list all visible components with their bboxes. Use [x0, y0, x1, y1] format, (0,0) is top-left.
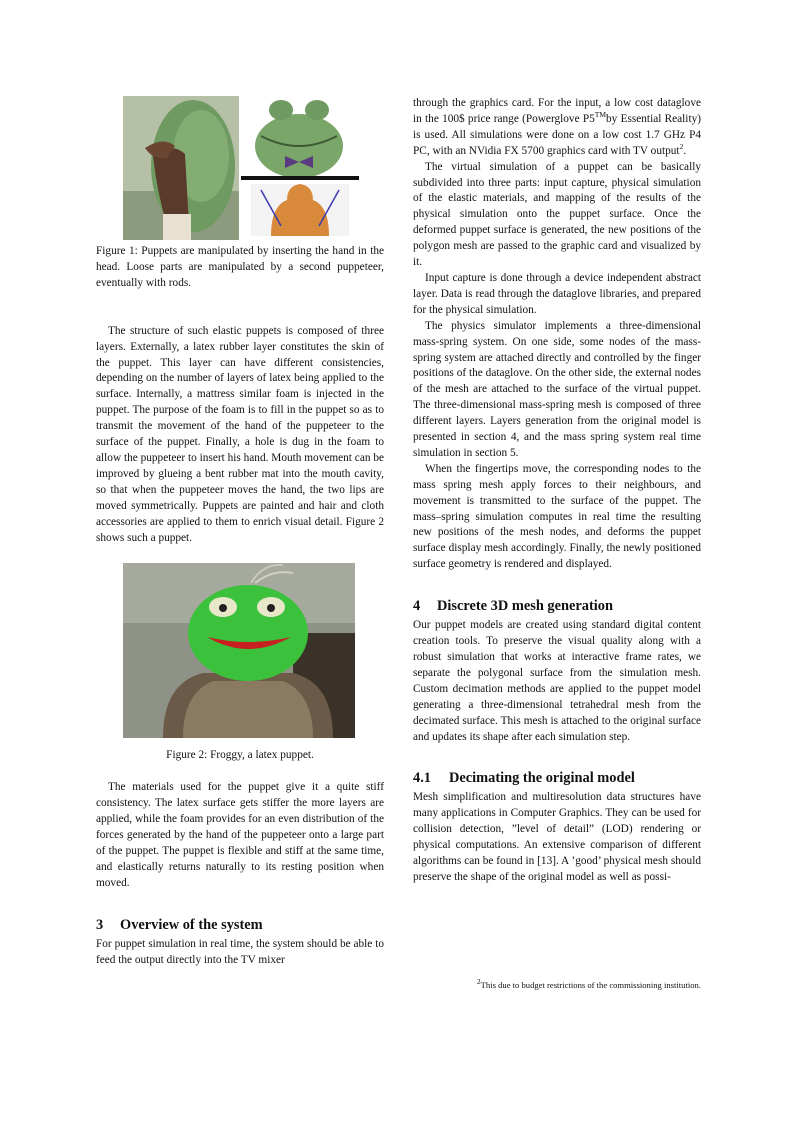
section-4-number: 4 [413, 598, 421, 615]
footnote-number: 2 [476, 977, 481, 987]
figure-1-images [123, 96, 359, 240]
figure-2-caption: Figure 2: Froggy, a latex puppet. [166, 749, 314, 762]
paragraph-materials: The materials used for the puppet give it a quite stiff consistency. The latex surface gets stiffer the more layers are applied, while the foam provides for an even distribution of the forces generated by the hand of the puppeteer onto a large part of the puppet. The puppet is flexible and stiff at the same time, and elastically returns naturally to its resting position when moved. [96, 781, 384, 889]
section-4-heading [413, 597, 701, 615]
section-4-title: Discrete 3D mesh generation [437, 598, 613, 615]
continuation-text-c: . [683, 144, 687, 157]
paragraph-structure: The structure of such elastic puppets is composed of three layers. Externally, a latex rubber layer constitutes the skin of the puppet. This layer can have different consistencies, depending on the number of layers of latex being applied to the surface. Internally, a mattress similar foam is injected in the puppet. The purpose of the foam is to fill in the puppet so as to transmit the movement of the hand of the puppeteer to the surface of the puppet. Finally, a hole is dug in the foam to allow the puppeteer to insert his hand. Mouth movement can be improved by glueing a bent rubber mat into the mouth cavity, so that when the puppeteer moves the hand, the two lips are moved symmetrically. Puppets are painted and hair and cloth accessories are applied to them to enrich visual detail. Figure 2 shows such a puppet. [96, 324, 384, 544]
continuation-text-a: through the graphics card. For the input, a low cost dataglove in the 100$ price range (Powerglove P5 [413, 97, 701, 125]
paragraph-overview: For puppet simulation in real time, the system should be able to feed the output directly into the TV mixer [96, 937, 384, 966]
hand-in-puppet-photo [123, 96, 239, 240]
frog-bowtie-render [241, 96, 359, 176]
puppet-silhouette-render [241, 176, 359, 240]
figure-1-caption: Figure 1: Puppets are manipulated by inserting the hand in the head. Loose parts are manipulated by a second puppeteer, eventually with rods. [96, 245, 384, 289]
section-4-1-heading [413, 769, 701, 787]
paragraph-decimating: Mesh simplification and multiresolution data structures have many applications in Computer Graphics. They can be used for collision detection, ”level of detail” (LOD) rendering or physical computations. An extensive comparison of different algorithms can be found in [13]. A ’good’ physical mesh should preserve the shape of the original model as well as possi- [413, 791, 701, 883]
footnote-mark: 2 [679, 141, 684, 151]
paragraph-physics-simulator: The physics simulator implements a three-dimensional mass-spring system. On one side, some nodes of the mass-spring system are attached directly and controlled by the finger positions of the dataglove. On the other side, the external nodes of the mesh are attached to the surface of the virtual puppet. The three-dimensional mass-spring mesh is composed of three different layers. Layers generation from the original model is presented in section 4, and the mass spring system real time simulation in section 5. [413, 319, 701, 459]
paragraph-virtual-simulation: The virtual simulation of a puppet can be basically subdivided into three parts: input capture, physical simulation of the elastic materials, and mapping of the results of the physical simulation onto the puppet surface. Once the deformed puppet surface is generated, the new positions of the polygon mesh are passed to the graphic card and visualized by it. [413, 160, 701, 269]
figure-1 [123, 96, 359, 240]
paragraph-fingertips: When the fingertips move, the corresponding nodes to the mass spring mesh apply forces to their neighbours, and movement is transmitted to the surface of the puppet. The mass–spring simulation computes in real time the resulting new positions of the mesh nodes, and deforms the puppet surface display mesh accordingly. Finally, the newly positioned surface geometry is rendered and displayed. [413, 462, 701, 571]
section-4-1-number: 4.1 [413, 770, 431, 787]
section-3-heading [96, 916, 384, 934]
figure-2 [123, 563, 355, 738]
continuation-text-b: by Essential Reality) is used. All simulations were done on a low cost 1.7 GHz P4 PC, with an NVidia FX 5700 graphics card with TV output [413, 112, 701, 157]
froggy-puppet-photo [123, 563, 355, 738]
left-column [96, 96, 384, 968]
footnote [413, 977, 701, 991]
section-3-title: Overview of the system [120, 916, 263, 933]
paragraph-continuation [413, 96, 701, 160]
section-4-1-title: Decimating the original model [449, 770, 635, 787]
paragraph-input-capture: Input capture is done through a device independent abstract layer. Data is read through the dataglove libraries, and prepared for the physical simulation. [413, 271, 701, 316]
trademark-mark: TM [594, 110, 607, 120]
paragraph-mesh-generation: Our puppet models are created using standard digital content creation tools. To preserve the visual quality along with a robust simulation that works at interactive frame rates, we separate the polygonal surface from the simulation mesh. Custom decimation methods are applied to the puppet model generating a three-dimensional tetrahedral mesh from the decimated surface. This mesh is attached to the original surface and updates its shape after each simulation step. [413, 619, 701, 743]
section-3-number: 3 [96, 916, 104, 933]
footnote-text: This due to budget restrictions of the commissioning institution. [480, 980, 701, 990]
right-column [413, 96, 701, 886]
